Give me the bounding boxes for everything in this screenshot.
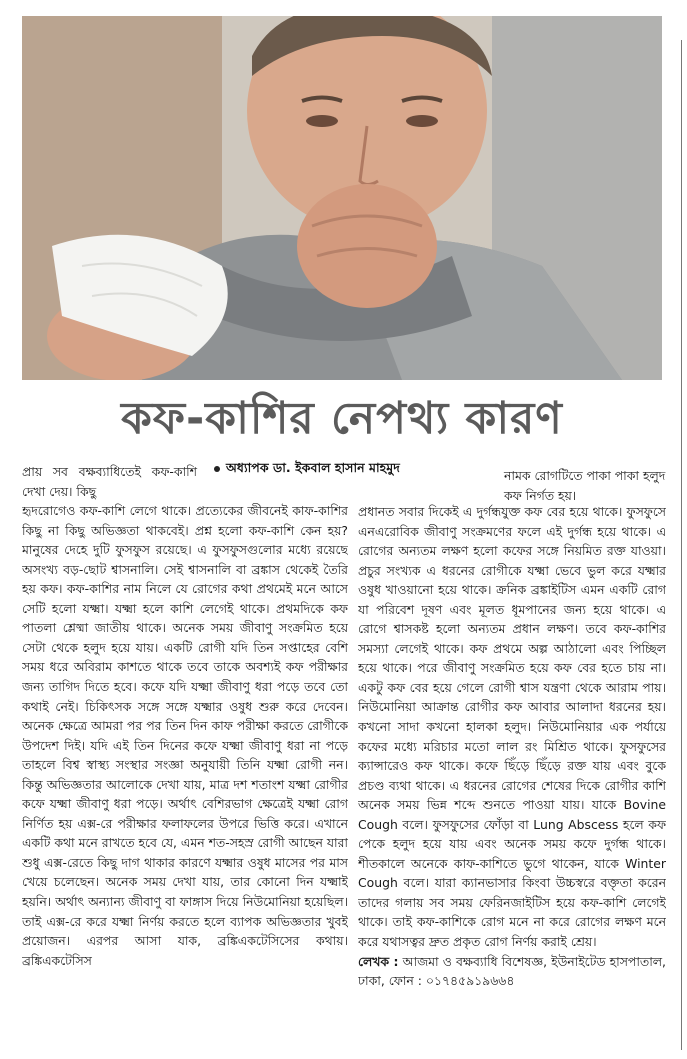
author-details: আজমা ও বক্ষব্যাধি বিশেষজ্ঞ, ইউনাইটেড হাসপাতাল, ঢাকা, ফোন : ০১৭৪৫৯১৯৬৬৪: [358, 953, 666, 989]
author-label: লেখক :: [358, 953, 399, 969]
byline-text: অধ্যাপক ডা. ইকবাল হাসান মাহমুদ: [226, 460, 400, 475]
column-left: [22, 462, 348, 1052]
article-title: কফ-কাশির নেপথ্য কারণ: [121, 393, 563, 444]
page-edge-divider: [681, 40, 682, 1050]
author-info: [358, 952, 666, 991]
column-right-body: প্রধানত সবার দিকেই এ দুর্গন্ধযুক্ত কফ বের হয়ে থাকে। ফুসফুসে এনএরোবিক জীবাণু সংক্রমণের ফলে এই দুর্গন্ধ হয়ে থাকে। এ রোগের অন্যতম লক্ষণ হলো কফের সঙ্গে নিয়মিত রক্ত যাওয়া। প্রচুর সংখ্যক এ ধরনের রোগীকে যক্ষ্মা ভেবে ভুল করে যক্ষ্মার ওষুধ খাওয়ানো হয়ে থাকে। ক্রনিক ব্রঙ্কাইটিস এমন একটি রোগ যা পরিবেশ দূষণ এবং মূলত ধূমপানের জন্য হয়ে থাকে। এ রোগে শ্বাসকষ্ট হলো অন্যতম প্রধান লক্ষণ। তবে কফ-কাশির সমস্যা লেগেই থাকে। কফ প্রথমে অল্প আঠালো এবং পিচ্ছিল হয়ে থাকে। পরে জীবাণু সংক্রমিত হয়ে কফ বের হতে চায় না। একটু কফ বের হয়ে গেলে রোগী শ্বাস যন্ত্রণা থেকে আরাম পায়। নিউমোনিয়া আক্রান্ত রোগীর কফ আবার আলাদা ধরনের হয়। কখনো সাদা কখনো হালকা হলুদ। নিউমোনিয়ার এক পর্যায়ে কফের মধ্যে মরিচার মতো লাল রং মিশ্রিত থাকে। ফুসফুসের ক্যান্সারেও কফ থাকে। কফে ছিঁড়ে ছিঁড়ে রক্ত যায় এবং বুকে প্রচণ্ড ব্যথা থাকে। এ ধরনের রোগের শেষের দিকে রোগীর কাশি অনেক সময় ভিন্ন শব্দে শুনতে পাওয়া যায়। যাকে Bovine Cough বলে। ফুসফুসের ফোঁড়া বা Lung Abscess হলে কফ পেকে হলুদ হয়ে যায় এবং অনেক সময় কফে দুর্গন্ধ থাকে। শীতকালে অনেকে কাফ-কাশিতে ভুগে থাকেন, যাকে Winter Cough বলে। যারা ক্যানভাসার কিংবা উচ্চস্বরে বক্তৃতা করেন তাদের গলায় সব সময় ফেরিনজাইটিস হয়ে কফ-কাশি লেগেই থাকে। তাই কফ-কাশিকে রোগ মনে না করে রোগের লক্ষণ মনে করে যথাসত্বর দ্রুত প্রকৃত রোগ নির্ণয় করাই শ্রেয়।: [358, 504, 666, 950]
article-photo: [22, 16, 662, 380]
column-right-intro: নামক রোগটিতে পাকা পাকা হলুদ কফ নির্গত হয়।: [504, 468, 666, 503]
column-right: [358, 502, 666, 1052]
column-left-body: হৃদরোগেও কফ-কাশি লেগে থাকে। প্রত্যেকের জীবনেই কাফ-কাশির কিছু না কিছু অভিজ্ঞতা থাকবেই। প্রশ্ন হলো কফ-কাশি কেন হয়? মানুষের দেহে দুটি ফুসফুস রয়েছে। এ ফুসফুসগুলোর মধ্যে রয়েছে অসংখ্য বড়-ছোট শ্বাসনালি। সেই শ্বাসনালি বা ব্রঙ্কাস থেকেই তৈরি হয় কফ। কফ-কাশির নাম নিলে যে রোগের কথা প্রথমেই মনে আসে সেটি হলো যক্ষ্মা। যক্ষ্মা হলে কাশি লেগেই থাকে। প্রথমদিকে কফ পাতলা শ্লেষ্মা জাতীয় থাকে। অনেক সময় জীবাণু সংক্রমিত হয়ে সেটা থেকে হলুদ হয়ে যায়। একটি রোগী যদি তিন সপ্তাহের বেশি সময় ধরে অবিরাম কাশতে থাকে তবে তাকে অবশ্যই কফ পরীক্ষার জন্য তাগিদ দিতে হবে। কফে যদি যক্ষ্মা জীবাণু ধরা পড়ে তবে তো কথাই নেই। চিকিৎসক সঙ্গে সঙ্গে যক্ষ্মার ওষুধ শুরু করে দেবেন। অনেক ক্ষেত্রে আমরা পর পর তিন দিন কাফ পরীক্ষা করতে রোগীকে উপদেশ দিই। যদি এই তিন দিনের কফে যক্ষ্মা জীবাণু ধরা না পড়ে তাহলে বিশ্ব স্বাস্থ্য সংস্থার সংজ্ঞা অনুযায়ী তিনি যক্ষ্মা রোগী নন। কিন্তু অভিজ্ঞতার আলোকে দেখা যায়, মাত্র দশ শতাংশ যক্ষ্মা রোগীর কফে যক্ষ্মা জীবাণু ধরা পড়ে। অর্থাৎ বেশিরভাগ ক্ষেত্রেই যক্ষ্মা রোগ নির্ণিত হয় এক্স-রে পরীক্ষার ফলাফলের উপরে ভিত্তি করে। এখানে একটি কথা মনে রাখতে হবে যে, এমন শত-সহস্র রোগী আছেন যারা শুধু এক্স-রেতে কিছু দাগ থাকার কারণে যক্ষ্মার ওষুধ মাসের পর মাস খেয়ে চলেছেন। অনেক সময় দেখা যায়, তার কোনো দিন যক্ষ্মাই হয়নি। অর্থাৎ অন্যান্য জীবাণু বা ফাঙ্গাস দিয়ে নিউমোনিয়া হয়েছিল। তাই এক্স-রে করে যক্ষ্মা নির্ণয় করতে হলে ব্যাপক অভিজ্ঞতার খুবই প্রয়োজন। এরপর আসা যাক, ব্রঙ্কিএকটেসিসের কথায়। ব্রঙ্কিএকটেসিস: [22, 503, 348, 968]
column-left-intro: প্রায় সব বক্ষব্যাধিতেই কফ-কাশি দেখা দেয়। কিছু: [22, 464, 197, 499]
man-coughing-illustration: [22, 16, 662, 380]
